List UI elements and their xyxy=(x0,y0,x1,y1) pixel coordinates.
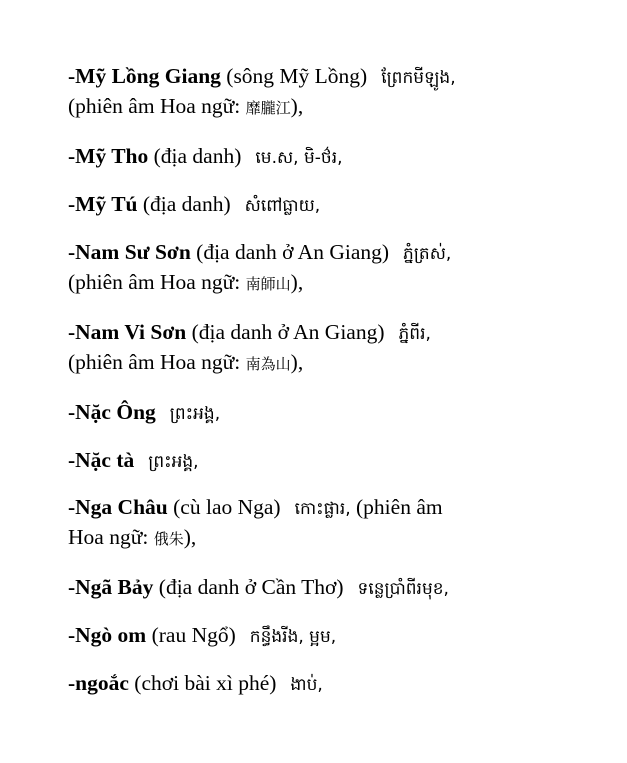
entry-description: (cù lao Nga) xyxy=(167,495,281,519)
entry-headword: -Nặc tà xyxy=(68,448,135,472)
entry-description: (địa danh) xyxy=(137,192,231,216)
entry-description: (địa danh ở An Giang) xyxy=(190,240,390,264)
entry-my-long-giang xyxy=(68,62,608,122)
entry-nam-vi-son xyxy=(68,318,608,378)
entry-ngoac xyxy=(68,669,608,699)
entry-note-suffix: ), xyxy=(290,270,304,294)
entry-note-prefix: (phiên âm Hoa ngữ: xyxy=(68,94,246,118)
entry-headword: -Nặc Ông xyxy=(68,400,156,424)
entry-description: (sông Mỹ Lồng) xyxy=(220,64,368,88)
entry-ngo-om xyxy=(68,621,608,651)
entry-headword: -Mỹ Lồng Giang xyxy=(68,64,221,88)
entry-chinese: 南師山 xyxy=(245,275,291,293)
entry-khmer: ព្រះអង្គ, xyxy=(148,452,199,472)
entry-nga-chau xyxy=(68,493,608,553)
entry-khmer: ងាប់, xyxy=(290,675,323,695)
entry-headword: -Mỹ Tú xyxy=(68,192,138,216)
entry-note-suffix: ), xyxy=(183,525,197,549)
entry-nac-ta xyxy=(68,446,608,476)
entry-nac-ong xyxy=(68,398,608,428)
entry-description: (địa danh ở Cần Thơ) xyxy=(153,575,344,599)
entry-description: (chơi bài xì phé) xyxy=(128,671,277,695)
entry-headword: -Nam Vi Sơn xyxy=(68,320,187,344)
entry-khmer: ព្រះអង្គ, xyxy=(169,404,221,424)
entry-my-tho xyxy=(68,142,608,172)
entry-headword: -Mỹ Tho xyxy=(68,144,149,168)
entry-khmer: មេ.ស, មិ-ថ៌រ, xyxy=(255,148,343,168)
entry-khmer: ព្រែកមីឡូង, xyxy=(381,68,456,88)
entry-my-tu xyxy=(68,190,608,220)
entry-headword: -Nga Châu xyxy=(68,495,168,519)
entry-note-prefix: (phiên âm Hoa ngữ: xyxy=(68,270,246,294)
entry-note-prefix: Hoa ngữ: xyxy=(68,525,154,549)
entry-chinese: 俄朱 xyxy=(153,530,184,548)
entry-khmer: កន្ធឹងរីង, ម្អម, xyxy=(249,627,337,647)
entry-headword: -Ngò om xyxy=(68,623,147,647)
entry-note-prefix: (phiên âm Hoa ngữ: xyxy=(68,350,246,374)
entry-chinese: 靡朧江 xyxy=(245,99,291,117)
entry-headword: -ngoắc xyxy=(68,671,129,695)
entry-headword: -Ngã Bảy xyxy=(68,575,154,599)
entry-khmer: សំពៅធ្លាយ, xyxy=(244,196,321,216)
entry-description: (địa danh) xyxy=(148,144,242,168)
entry-nga-bay xyxy=(68,573,608,603)
entry-khmer: ភ្នំត្រស់, xyxy=(403,244,452,264)
entry-note-suffix: ), xyxy=(290,94,304,118)
entry-note-suffix: ), xyxy=(290,350,304,374)
entry-khmer: ទន្លេប្រាំពីរមុខ, xyxy=(357,579,449,599)
entry-khmer: កោះផ្លារ, xyxy=(294,499,351,519)
entry-description: (địa danh ở An Giang) xyxy=(186,320,385,344)
entry-chinese: 南為山 xyxy=(245,355,291,373)
entry-nam-su-son xyxy=(68,238,608,298)
entry-khmer: ភ្នំពីរ, xyxy=(398,324,431,344)
entry-headword: -Nam Sư Sơn xyxy=(68,240,191,264)
entry-description: (rau Ngổ) xyxy=(146,623,236,647)
entry-note-tail: (phiên âm xyxy=(350,495,443,519)
